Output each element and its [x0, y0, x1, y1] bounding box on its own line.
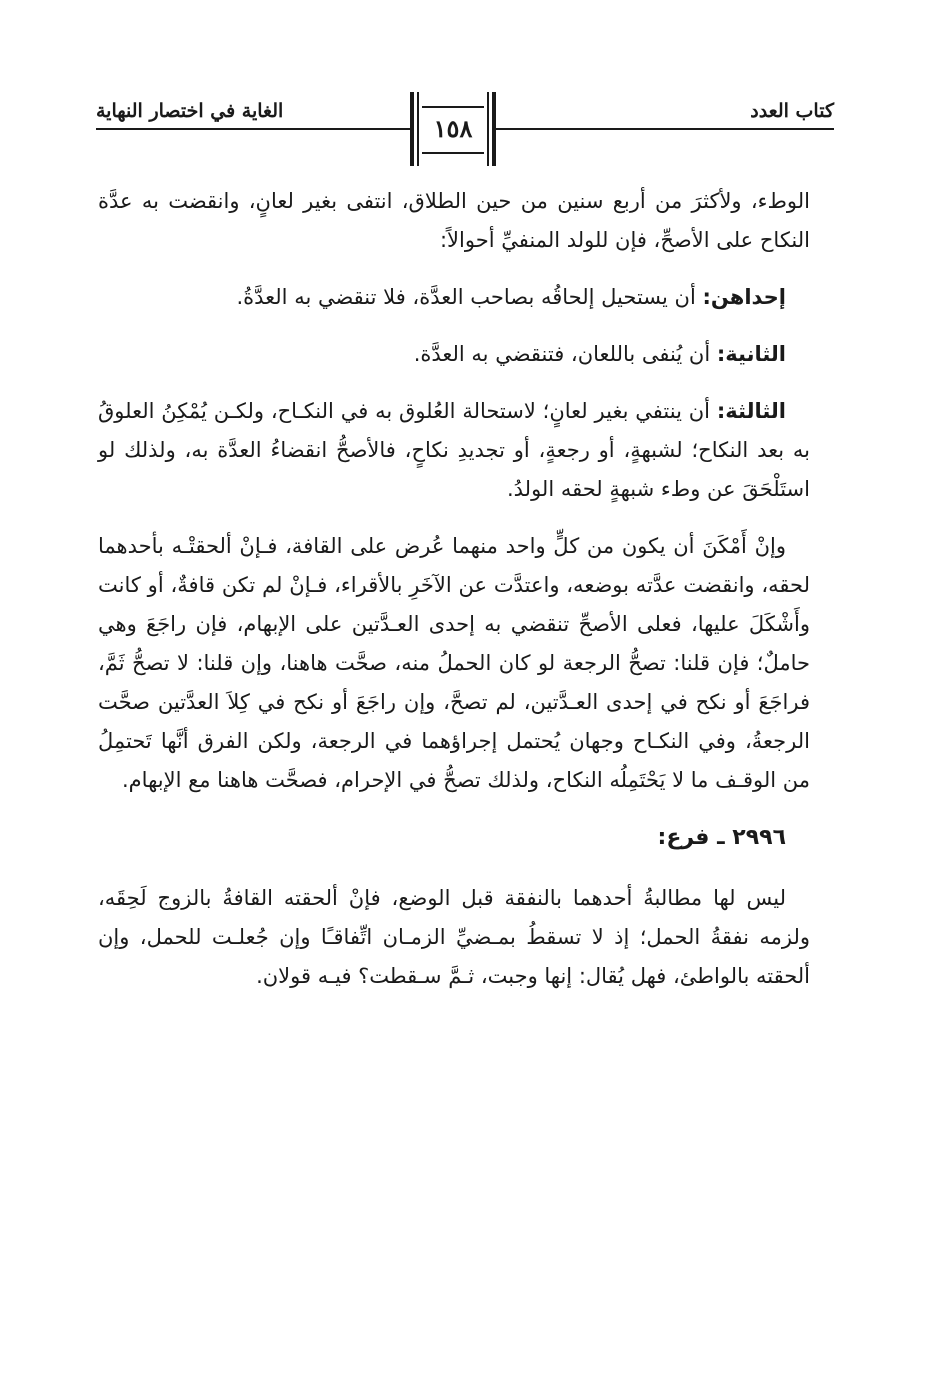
paragraph-continuation: [98, 182, 810, 260]
case-lead: إحداهن:: [702, 285, 786, 309]
paragraph-text: أن يُنفى باللعان، فتنقضي به العدَّة.: [413, 342, 717, 366]
paragraph-first-case: [98, 278, 810, 317]
book-title: الغاية في اختصار النهاية: [96, 100, 284, 122]
page-body: [98, 182, 810, 1014]
paragraph-second-case: [98, 335, 810, 374]
case-lead: الثالثة:: [716, 399, 786, 423]
header-rule-left: [96, 128, 412, 130]
paragraph-text: أن يستحيل إلحاقُه بصاحب العدَّة، فلا تنقضي به العدَّةُ.: [236, 285, 703, 309]
branch-heading: ٢٩٩٦ ـ فرع:: [657, 825, 786, 850]
page-number-frame: [410, 92, 496, 166]
header-rule-right: [496, 128, 834, 130]
page-header: [96, 92, 834, 174]
paragraph-text: الوطء، ولأكثرَ من أربع سنين من حين الطلاق، انتفى بغير لعانٍ، وانقضت به عدَّة النكاح على الأصحِّ، فإن للولد المنفيِّ أحوالاً:: [98, 189, 810, 252]
page-number: ١٥٨: [433, 114, 473, 143]
paragraph-third-case: [98, 392, 810, 509]
paragraph-qafa: [98, 527, 810, 800]
chapter-title: كتاب العدد: [750, 100, 834, 122]
case-lead: الثانية:: [716, 342, 786, 366]
paragraph-text: أن ينتفي بغير لعانٍ؛ لاستحالة العُلوق به في النكـاح، ولكـن يُمْكِنُ العلوقُ به بعد النكاح؛ لشبهةٍ، أو رجعةٍ، أو تجديدِ نكاحٍ، فالأصحُّ انقضاءُ العدَّة به، ولذلك لو استَلْحَقَ عن وطء شبهةٍ لحقه الولدُ.: [98, 399, 810, 501]
paragraph-text: وإنْ أَمْكَنَ أن يكون من كلٍّ واحد منهما عُرض على القافة، فـإنْ ألحقتْـه بأحدهما لحقه، وانقضت عدَّته بوضعه، واعتدَّت عن الآخَرِ بالأقراء، فـإنْ لم تكن قافةٌ، أو كانت وأَشْكَلَ عليها، فعلى الأصحِّ تنقضي به إحدى العـدَّتين على الإبهام، فإن راجَعَ وهي حاملٌ؛ فإن قلنا: تصحُّ الرجعة لو كان الحملُ منه، صحَّت هاهنا، وإن قلنا: لا تصحُّ ثَمَّ، فراجَعَ أو نكح في إحدى العـدَّتين، لم تصحَّ، وإن راجَعَ أو نكح في كِلاَ العدَّتين صحَّت الرجعةُ، وفي النكـاح وجهان يُحتمل إجراؤهما في الرجعة، ولكن الفرق أنَّها تَحتمِلُ من الوقـف ما لا يَحْتَمِلُه النكاح، ولذلك تصحُّ في الإحرام، فصحَّت هاهنا مع الإبهام.: [98, 534, 810, 792]
paragraph-text: ليس لها مطالبةُ أحدهما بالنفقة قبل الوضع، فإنْ ألحقته القافةُ بالزوج لَحِقَه، ولزمه نفقةُ الحمل؛ إذ لا تسقطُ بمـضيِّ الزمـان اتِّفاقـًا وإن جُعلـت للحمل، وإن ألحقته بالواطئ، فهل يُقال: إنها وجبت، ثـمَّ سـقطت؟ فيـه قولان.: [98, 886, 810, 988]
paragraph-branch-body: [98, 879, 810, 996]
